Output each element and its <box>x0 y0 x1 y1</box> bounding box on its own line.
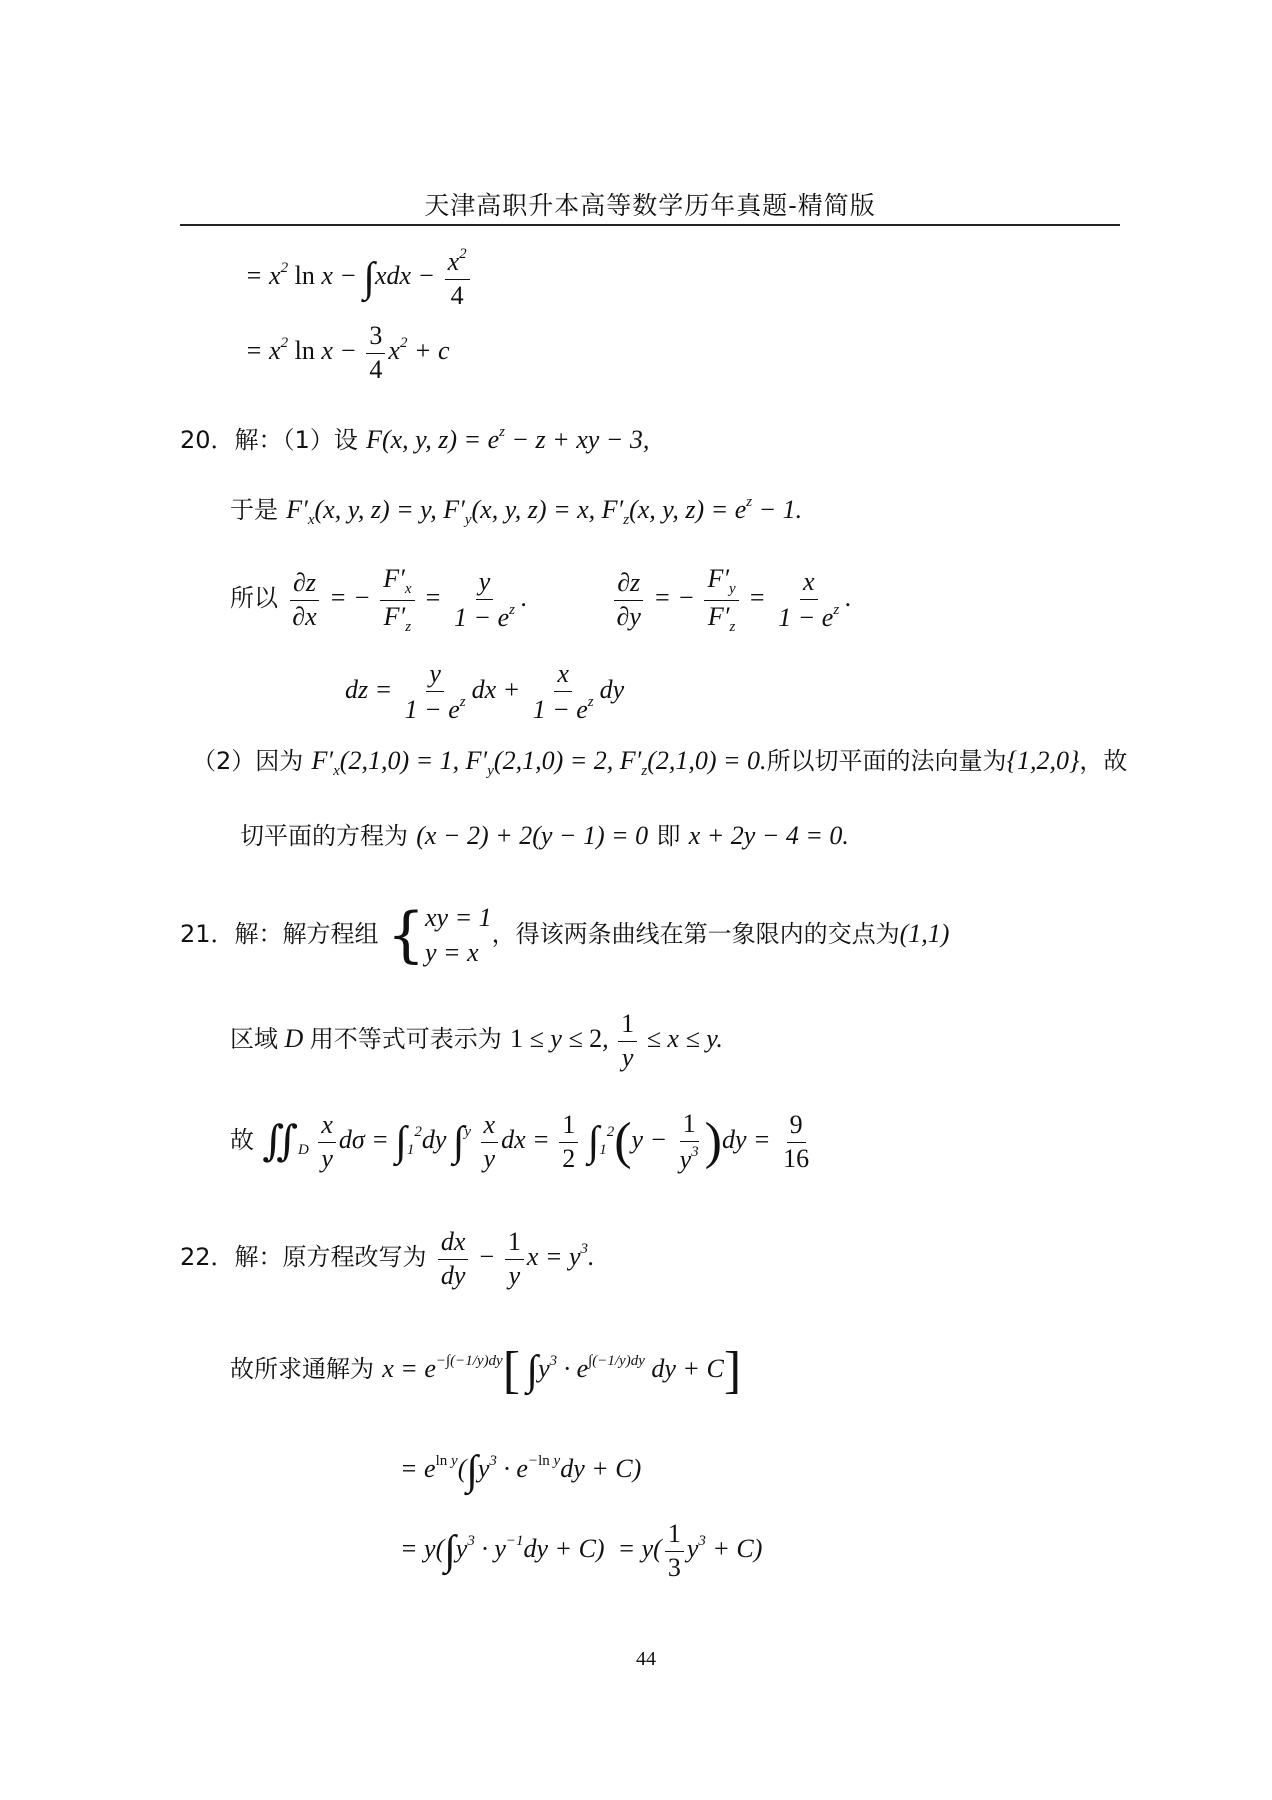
formula-line: = $x^2$ ln x − ∫xdx − $\frac{x^2}{4}$ <box>245 246 473 310</box>
question-number: 20．解： <box>180 426 283 454</box>
text: 故 <box>230 1126 254 1155</box>
question-20-line-1: 20．解：（1）设 F(x, y, $z) = e^z - z$ + xy − 3, <box>180 424 650 454</box>
question-number: 22．解： <box>180 1243 283 1272</box>
question-20-line-2: 于是 $F'_x(x$, y, z) = y, $F'_y(x$, y, z) = x, $F'_z(x$, y, $z) = e^z - 1$. <box>230 494 803 528</box>
question-22-line-1: 22．解：原方程改写为 $\frac{dx}{dy}$ − $\frac{1}{y}$ $x = y^3$. <box>180 1227 595 1290</box>
text: （1）设 <box>282 426 358 454</box>
text: 区域 <box>230 1025 278 1054</box>
text: 用不等式可表示为 <box>309 1025 502 1054</box>
question-number: 21．解： <box>180 920 283 949</box>
text: 于是 <box>230 496 278 524</box>
page-number: 44 <box>636 1648 656 1670</box>
question-20-line-6: 切平面的方程为 (x − 2) + 2(y − 1) = 0 即 x + 2y − 4 = 0. <box>240 821 849 850</box>
formula-line: = $x^2$ ln x − $\frac{3}{4}$ $x^2 + c$ <box>245 321 450 384</box>
formula-line: = $y(\int y^3 \cdot y^{-1}dy + C) = y$( $\frac{1}{3}$ $y^3 + C$) <box>400 1519 763 1582</box>
formula-line: dz = $\frac{y}{1 - e^z}$ dx + $\frac{x}{1 - e^z}$ dy <box>345 659 625 724</box>
header-rule <box>180 224 1120 226</box>
question-21-line-1: 21．解：解方程组 { xy = 1 y = x ，得该两条曲线在第一象限内的交点为(1,1) <box>180 900 950 971</box>
text: 切平面的方程为 <box>240 822 408 850</box>
text: 所以切平面的法向量为 <box>766 747 1007 775</box>
question-20-line-5: （2）因为 $F'_x(2,1,0) = 1$, $F'_y(2,1,0) = 2$, $F'_z(2,1,0) = 0$.所以切平面的法向量为{1,2,0}，故 <box>192 746 1128 779</box>
formula-line: = $e^{ln y}(\int y^3 \cdot e^{-ln y}dy + C)$ <box>400 1448 642 1494</box>
text: ，得该两条曲线在第一象限内的交点为 <box>491 920 900 949</box>
text: 原方程改写为 <box>282 1243 427 1272</box>
text: ，故 <box>1079 747 1128 775</box>
question-20-line-3: 所以 $\frac{\partial z}{\partial x}$ = − $\frac{F'_x}{F'_z}$ = $\frac{y}{1 - e^z}$ . $\frac{\partial z}{\partial y}$ = − $\frac{F'_y}{F'_z}$ = $\frac{x}{1 - e^z}$ . <box>230 564 852 635</box>
question-21-line-2: 区域 D 用不等式可表示为 1 ≤ y ≤ 2, $\frac{1}{y}$ ≤ x ≤ y. <box>230 1009 723 1072</box>
page-header: 天津高职升本高等数学历年真题-精简版 <box>424 191 876 220</box>
text: 故所求通解为 <box>230 1354 374 1383</box>
text: （2）因为 <box>192 747 304 775</box>
text: 即 <box>656 822 681 850</box>
question-22-line-2: 故所求通解为 $x = e^{-\int(-1/y)dy}$[ $\int y^3 \cdot e^{\int(-1/y)dy}$ dy + C] <box>230 1342 742 1399</box>
text: 所以 <box>230 583 278 612</box>
text: 解方程组 <box>282 920 379 949</box>
question-21-line-3: 故 $∬_D$ $\frac{x}{y}$ $d\sigma = \int_1^2dy$ ∫$^y$ $\frac{x}{y}$ dx = $\frac{1}{2}$ $\int_1^2(y$ − $\frac{1}{y^3}$ )dy = $\frac{9}{16}$ <box>230 1109 810 1174</box>
